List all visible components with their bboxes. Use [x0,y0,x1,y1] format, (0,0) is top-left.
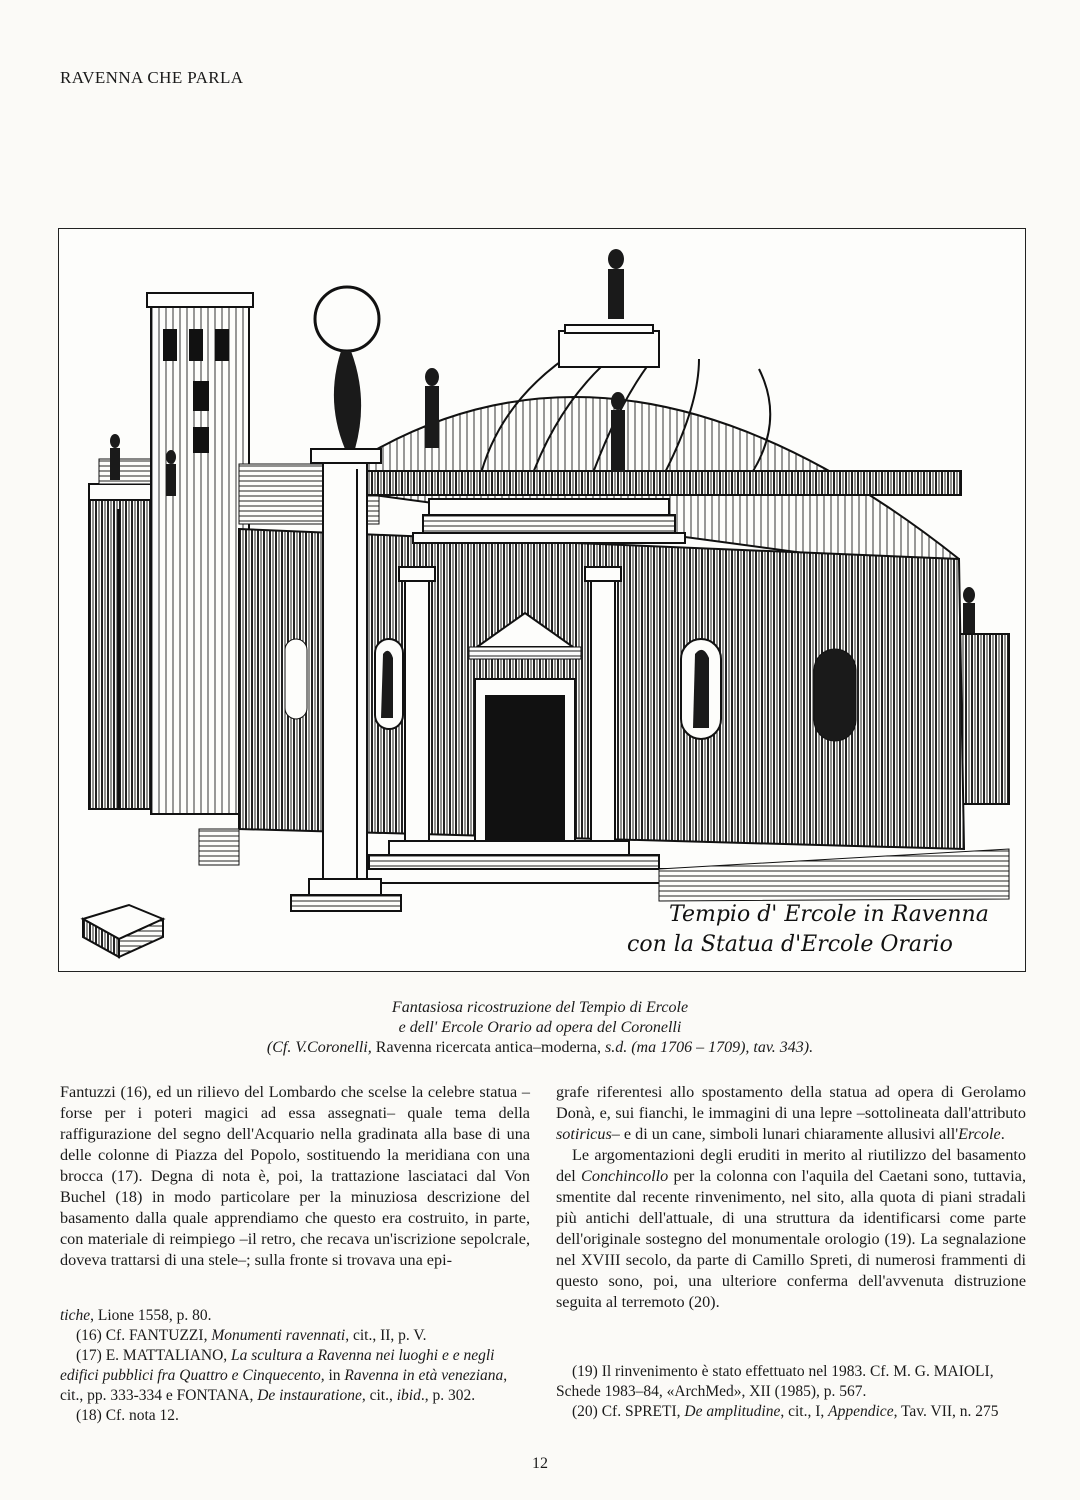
text-run-italic: Appendice [828,1403,894,1420]
text-run: ., p. 302. [420,1387,476,1404]
text-run: , cit., I, [780,1403,829,1420]
body-column-right [556,1082,1026,1313]
text-run-italic: Ravenna in età veneziana [344,1367,504,1384]
footnotes-left [60,1306,530,1426]
engraving-inscription-line2: con la Statua d'Ercole Orario [627,932,953,957]
caption-line-1: Fantasiosa ricostruzione del Tempio di Ercole [391,999,689,1016]
text-run-italic: ibid [396,1387,421,1404]
text-run: grafe riferentesi allo spostamento della statua ad opera di Gerolamo Donà, e, sui fianchi, le immagini di una lepre –sottolineata dall'attributo [556,1083,1026,1122]
text-run: (16) Cf. FANTUZZI, [76,1327,212,1344]
body-paragraph: Fantuzzi (16), ed un rilievo del Lombardo che scelse la celebre statua –forse per i poteri magici ad essa assegnati– quale tema della raffigurazione del segno dell'Acquario nella gradinata alla base di una delle colonne di Piazza del Popolo, sostituendo la meridiana con una brocca (17). Degna di nota è, poi, la trattazione lasciataci dal Von Buchel (18) in modo particolare per la minuziosa descrizione del basamento dalla quale apprendiamo che questo era costruito, in parte, con materiale di reimpiego –il retro, che recava un'iscrizione sepolcrale, doveva trattarsi di una stele–; sulla fronte si trovava una epi- [60,1083,530,1269]
text-run-italic: Monumenti ravennati [211,1327,346,1344]
text-run-italic: De instauratione [257,1387,362,1404]
footnotes-right [556,1362,1026,1422]
text-run: , cit., pp. 333-334 e FONTANA, [60,1367,508,1404]
text-run-italic: La scultura a Ravenna nei luoghi e e negli edifici pubblici fra Quattro e Cinquecento, [60,1347,495,1384]
text-run-italic: De amplitudine [684,1403,781,1420]
text-run: (20) Cf. SPRETI, [572,1403,685,1420]
caption-citation-author: (Cf. V.Coronelli, [266,1039,372,1056]
signature-block [83,905,163,957]
text-run: . [1000,1125,1005,1143]
page-number: 12 [532,1455,548,1472]
footnote-continuation [60,1306,530,1326]
text-run: Le argomentazioni degli eruditi in merito al riutilizzo del basamento del [556,1146,1026,1185]
figure-caption [0,998,1080,1058]
text-run-italic: sotiricus [556,1125,612,1143]
footnote-16 [60,1326,530,1346]
body-paragraph-continued [556,1082,1026,1145]
text-run-italic: Conchincollo [581,1167,669,1185]
text-run: in [324,1367,345,1384]
text-run: , Tav. VII, n. 275 [893,1403,999,1420]
engraving-inscription-line1: Tempio d' Ercole in Ravenna [669,902,989,927]
footnote-18: (18) Cf. nota 12. [76,1407,179,1424]
text-run: per la colonna con l'aquila del Caetani sono, tuttavia, smentite dal recente rinvenimento, nel sito, alla quota di piani stradali più antichi dell'attuale, di una struttura da identificarsi come parte dell'originale sostegno del monumentale orologio (19). La segnalazione nel XVIII secolo, da parte di Camillo Spreti, di numerosi frammenti di questo sono, poi, una ulteriore conferma dell'avvenuta distruzione seguita al terremoto (20). [556,1167,1026,1311]
body-paragraph [556,1145,1026,1313]
temple-engraving [59,229,1025,971]
text-run: , cit., II, p. V. [345,1327,427,1344]
caption-citation-date: s.d. (ma 1706 – 1709), tav. 343). [600,1039,814,1056]
body-column-left [60,1082,530,1271]
text-run-italic: tiche [60,1307,91,1324]
caption-line-3 [0,1038,1080,1058]
engraving-figure [58,228,1026,972]
caption-citation-title: Ravenna ricercata antica–moderna, [371,1039,601,1056]
caption-line-2: e dell' Ercole Orario ad opera del Coronelli [398,1019,682,1036]
text-run: – e di un cane, simboli lunari chiaramente allusivi all' [611,1125,959,1143]
footnote-17 [60,1346,530,1406]
text-run: , Lione 1558, p. 80. [90,1307,212,1324]
footnote-20 [556,1402,1026,1422]
running-title: RAVENNA CHE PARLA [60,68,244,87]
text-run-italic: Ercole [958,1125,1001,1143]
text-run: (17) E. MATTALIANO, [76,1347,232,1364]
footnote-19: (19) Il rinvenimento è stato effettuato nel 1983. Cf. M. G. MAIOLI, Schede 1983–84, «ArchMed», XII (1985), p. 567. [556,1363,994,1400]
bell-tower [147,293,253,814]
text-run: , cit., [361,1387,397,1404]
